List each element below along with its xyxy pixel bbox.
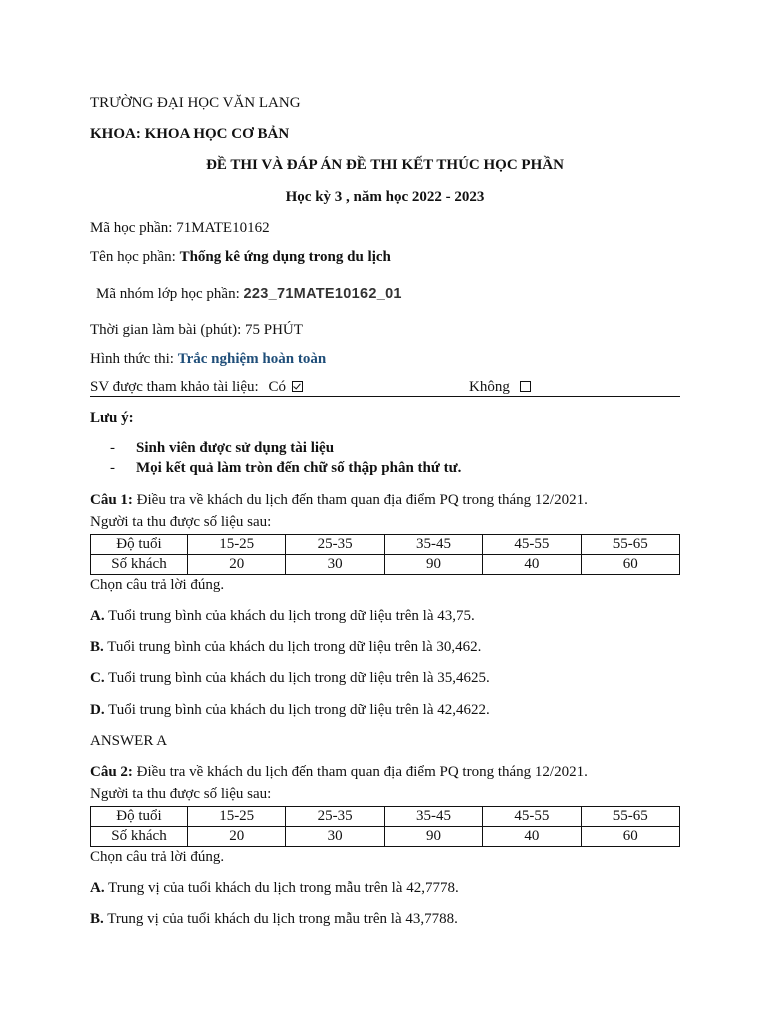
question-1-option-c: C. Tuổi trung bình của khách du lịch trong dữ liệu trên là 35,4625. [90, 670, 490, 686]
question-1-label: Câu 1: [90, 492, 133, 508]
format-row [90, 350, 326, 368]
group-code-label: Mã nhóm lớp học phần: [96, 286, 244, 302]
materials-no-checkbox-icon [520, 381, 531, 392]
exam-format: Trắc nghiệm hoàn toàn [177, 351, 327, 367]
notes-title: Lưu ý: [90, 410, 134, 426]
question-1-table [90, 534, 680, 575]
table-row: Số khách 20 30 90 40 60 [91, 827, 680, 847]
faculty-name: KHOA: KHOA HỌC CƠ BẢN [90, 126, 290, 142]
divider-line [90, 396, 680, 397]
course-code-label: Mã học phần: [90, 220, 177, 236]
question-2-prompt: Chọn câu trả lời đúng. [90, 849, 225, 865]
materials-label: SV được tham khảo tài liệu: [90, 379, 259, 395]
materials-yes-checkbox-icon [292, 381, 303, 392]
duration-row [90, 321, 303, 339]
question-2-table [90, 806, 680, 847]
note-item: - Mọi kết quả làm tròn đến chữ số thập phân thứ tư. [110, 460, 462, 476]
materials-no-label: Không [469, 379, 510, 395]
course-name-label: Tên học phần: [90, 249, 180, 265]
question-2-option-a: A. Trung vị của tuổi khách du lịch trong mẫu trên là 42,7778. [90, 880, 459, 896]
group-code-row [96, 285, 402, 303]
question-1-option-a: A. Tuổi trung bình của khách du lịch trong dữ liệu trên là 43,75. [90, 608, 475, 624]
table-row: Số khách 20 30 90 40 60 [91, 555, 680, 575]
question-1-prompt: Chọn câu trả lời đúng. [90, 577, 225, 593]
question-2-text: Điều tra về khách du lịch đến tham quan địa điểm PQ trong tháng 12/2021. [132, 764, 588, 780]
question-2-stem [90, 763, 588, 781]
university-name: TRƯỜNG ĐẠI HỌC VĂN LANG [90, 95, 301, 111]
question-1-text: Điều tra về khách du lịch đến tham quan địa điểm PQ trong tháng 12/2021. [132, 492, 588, 508]
format-label: Hình thức thi: [90, 351, 178, 367]
question-2-subtext: Người ta thu được số liệu sau: [90, 786, 272, 802]
duration: 75 PHÚT [244, 322, 303, 338]
exam-title: ĐỀ THI VÀ ĐÁP ÁN ĐỀ THI KẾT THÚC HỌC PHẦN [206, 157, 564, 173]
question-1-answer: ANSWER A [90, 733, 168, 749]
materials-yes-label: Có [268, 379, 286, 395]
question-1-option-d: D. Tuổi trung bình của khách du lịch trong dữ liệu trên là 42,4622. [90, 702, 490, 718]
semester: Học kỳ 3 , năm học 2022 - 2023 [285, 189, 485, 205]
table-row: Độ tuổi 15-25 25-35 35-45 45-55 55-65 [91, 535, 680, 555]
course-code: 71MATE10162 [176, 220, 270, 236]
materials-row [90, 378, 303, 396]
group-code: 223_71MATE10162_01 [243, 286, 402, 302]
question-2-option-b: B. Trung vị của tuổi khách du lịch trong mẫu trên là 43,7788. [90, 911, 458, 927]
question-2-label: Câu 2: [90, 764, 133, 780]
duration-label: Thời gian làm bài (phút): [90, 322, 245, 338]
course-code-row [90, 219, 270, 237]
course-name: Thống kê ứng dụng trong du lịch [179, 249, 391, 265]
question-1-option-b: B. Tuổi trung bình của khách du lịch trong dữ liệu trên là 30,462. [90, 639, 482, 655]
course-name-row [90, 248, 391, 266]
question-1-stem [90, 491, 588, 509]
note-item: - Sinh viên được sử dụng tài liệu [110, 440, 335, 456]
question-1-subtext: Người ta thu được số liệu sau: [90, 514, 272, 530]
table-row: Độ tuổi 15-25 25-35 35-45 45-55 55-65 [91, 807, 680, 827]
notes-list [110, 439, 461, 479]
materials-no-row [469, 378, 531, 396]
